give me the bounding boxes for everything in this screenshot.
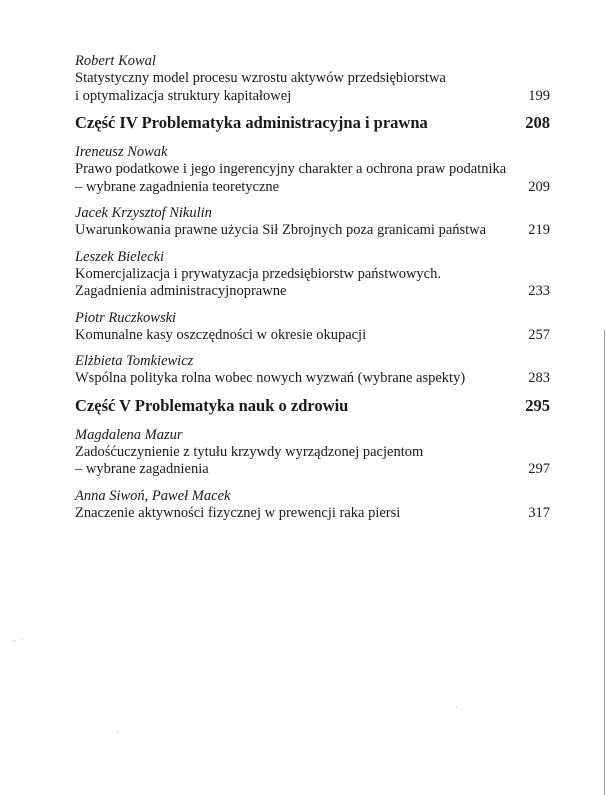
toc-row	[75, 70, 550, 105]
toc-entry	[75, 426, 550, 479]
toc-row	[75, 444, 550, 479]
toc-page-number: 257	[528, 326, 550, 343]
toc-page-number: 295	[525, 395, 550, 415]
toc-entry	[75, 143, 550, 196]
toc-title: Komunalne kasy oszczędności w okresie okupacji	[75, 326, 367, 343]
toc-author: Leszek Bielecki	[75, 248, 164, 265]
toc-row	[75, 266, 550, 301]
toc-title: Znaczenie aktywności fizycznej w prewencji raka piersi	[75, 504, 401, 521]
scan-speck	[14, 640, 15, 641]
toc-page-number: 233	[528, 283, 550, 299]
toc-entry	[75, 352, 550, 388]
scan-speck	[117, 731, 118, 732]
page-edge-line	[604, 330, 605, 795]
toc-page-number: 297	[528, 461, 550, 477]
toc-title: Komercjalizacja i prywatyzacja przedsiębiorstw państwowych. Zagadnienia administracyjnoprawne	[75, 265, 441, 299]
scan-speck	[22, 638, 23, 639]
toc-entry	[75, 487, 550, 523]
toc-page-number: 283	[528, 370, 550, 386]
toc-row	[75, 161, 550, 196]
toc-page-number: 208	[525, 113, 550, 132]
toc-title: Zadośćuczynienie z tytułu krzywdy wyrządzonej pacjentom – wybrane zagadnienia	[75, 443, 424, 477]
toc-author: Anna Siwoń, Paweł Macek	[75, 487, 231, 504]
toc-page-number: 317	[528, 504, 550, 521]
toc-author: Robert Kowal	[75, 53, 156, 69]
toc-row	[75, 327, 550, 345]
toc-page-number: 219	[528, 222, 550, 238]
toc-part-heading	[75, 113, 550, 133]
toc-entry	[75, 248, 550, 301]
toc-title: Prawo podatkowe i jego ingerencyjny charakter a ochrona praw podatnika – wybrane zagadnienia teoretyczne	[75, 161, 507, 195]
toc-author: Magdalena Mazur	[75, 426, 183, 443]
toc-author: Jacek Krzysztof Nikulin	[75, 205, 212, 221]
table-of-contents	[75, 52, 550, 530]
toc-page-number: 209	[528, 178, 550, 195]
toc-page-number: 199	[528, 87, 550, 104]
toc-title: Statystyczny model procesu wzrostu aktywów przedsiębiorstwa i optymalizacja struktury kapitałowej	[75, 70, 446, 104]
toc-part-title: Część IV Problematyka administracyjna i prawna	[75, 113, 428, 132]
toc-row	[75, 370, 550, 388]
toc-row	[75, 222, 550, 240]
toc-entry	[75, 204, 550, 240]
toc-entry	[75, 52, 550, 105]
toc-part-title: Część V Problematyka nauk o zdrowiu	[75, 395, 349, 415]
scan-speck	[456, 707, 457, 708]
toc-part-heading	[75, 396, 550, 416]
toc-title: Uwarunkowania prawne użycia Sił Zbrojnych poza granicami państwa	[75, 222, 487, 238]
toc-author: Ireneusz Nowak	[75, 144, 168, 160]
toc-author: Piotr Ruczkowski	[75, 309, 177, 326]
toc-title: Wspólna polityka rolna wobec nowych wyzwań (wybrane aspekty)	[75, 370, 466, 386]
toc-row	[75, 505, 550, 523]
toc-entry	[75, 309, 550, 345]
toc-author: Elżbieta Tomkiewicz	[75, 353, 194, 369]
